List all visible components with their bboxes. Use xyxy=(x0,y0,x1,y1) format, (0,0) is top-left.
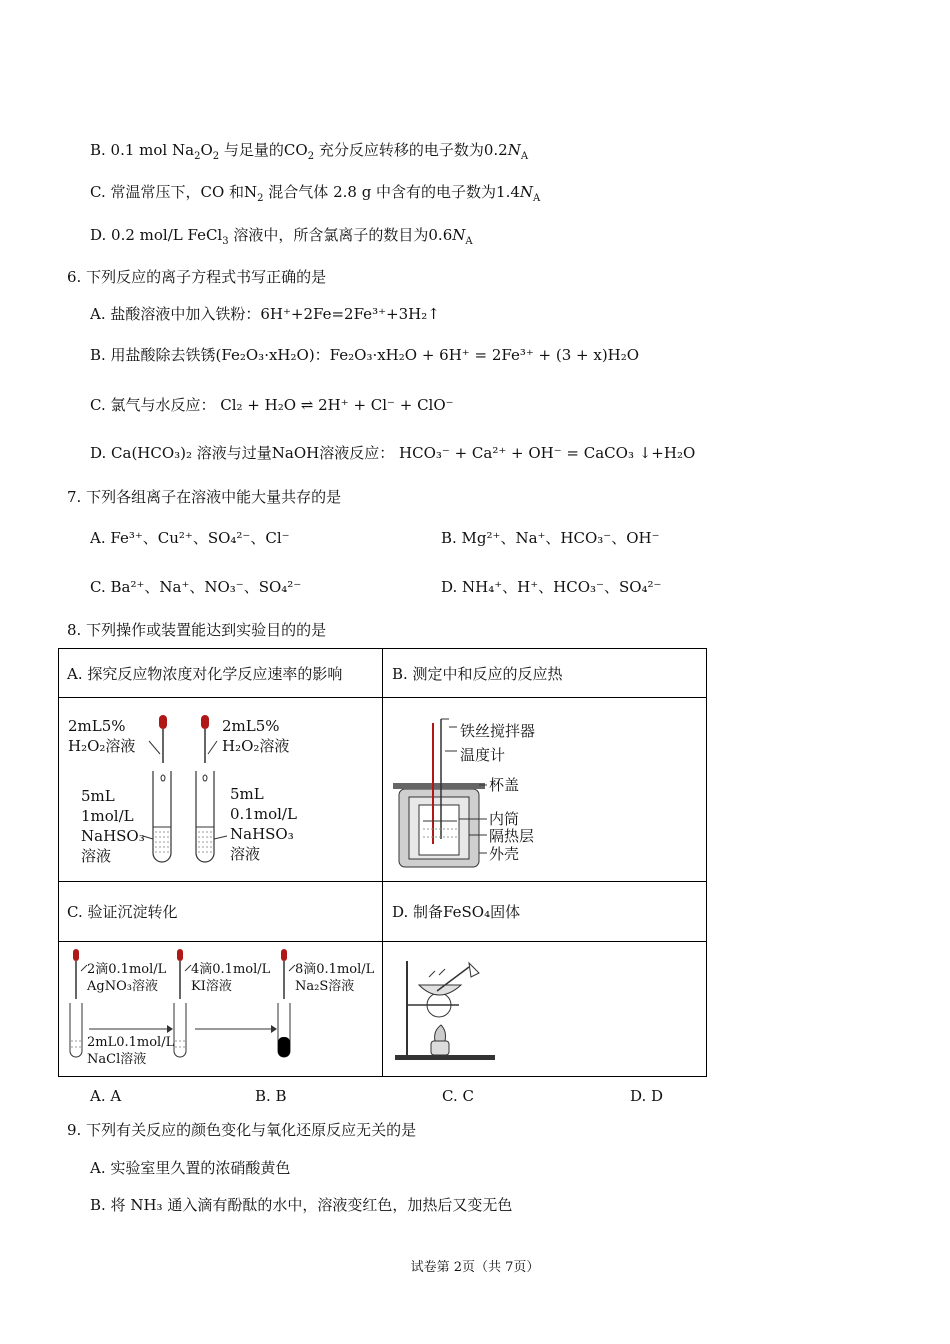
label-a-t2-2: NaHSO₃ xyxy=(230,825,294,843)
label-c-d3a: 8滴0.1mol/L xyxy=(295,962,375,977)
label-c-d3b: Na₂S溶液 xyxy=(295,979,355,994)
q7-option-b: B. Mg²⁺、Na⁺、HCO₃⁻、OH⁻ xyxy=(441,529,660,547)
label-a-l1a: 2mL5% xyxy=(68,717,126,735)
label-c-base1: 2mL0.1mol/L xyxy=(87,1035,175,1050)
q7-option-a: A. Fe³⁺、Cu²⁺、SO₄²⁻、Cl⁻ xyxy=(90,529,290,547)
q6-option-b: B. 用盐酸除去铁锈(Fe₂O₃·xH₂O)：Fe₂O₃·xH₂O + 6H⁺ = 2Fe³⁺ + (3 + x)H₂O xyxy=(90,346,640,364)
label-c-d1a: 2滴0.1mol/L xyxy=(87,962,167,977)
label-a-t2-0: 5mL xyxy=(230,785,264,803)
q7-option-d: D. NH₄⁺、H⁺、HCO₃⁻、SO₄²⁻ xyxy=(441,578,662,596)
q9-option-a: A. 实验室里久置的浓硝酸黄色 xyxy=(90,1159,291,1177)
label-c-d2a: 4滴0.1mol/L xyxy=(191,962,271,977)
q8-answer-b: B. B xyxy=(255,1087,287,1105)
q6-option-a: A. 盐酸溶液中加入铁粉：6H⁺+2Fe=2Fe³⁺+3H₂↑ xyxy=(90,305,440,323)
q6-option-c: C. 氯气与水反应： Cl₂ + H₂O ⇌ 2H⁺ + Cl⁻ + ClO⁻ xyxy=(90,396,454,414)
label-a-t1-0: 5mL xyxy=(81,787,115,805)
label-a-t1-2: NaHSO₃ xyxy=(81,827,145,845)
label-b-3: 内筒 xyxy=(489,810,520,828)
q8-answer-d: D. D xyxy=(630,1087,664,1105)
label-a-l2b: H₂O₂溶液 xyxy=(222,737,290,755)
q5-option-c: C. 常温常压下，CO 和$N_2$ 混合气体 2.8 g 中含有的电子数为$1.4N_A$ xyxy=(90,183,541,204)
label-b-4: 隔热层 xyxy=(489,827,535,845)
label-a-l2a: 2mL5% xyxy=(222,717,280,735)
cell-d-title: D. 制备FeSO₄固体 xyxy=(392,903,521,921)
label-b-2: 杯盖 xyxy=(489,776,520,794)
diagram-b-drawing xyxy=(383,699,705,879)
label-a-t1-3: 溶液 xyxy=(81,847,112,865)
label-c-base2: NaCl溶液 xyxy=(87,1052,147,1067)
label-a-t1-1: 1mol/L xyxy=(81,807,134,825)
cell-b-title: B. 测定中和反应的反应热 xyxy=(392,665,563,683)
label-c-d2b: KI溶液 xyxy=(191,979,232,994)
label-a-t2-3: 溶液 xyxy=(230,845,261,863)
q8-answer-c: C. C xyxy=(442,1087,474,1105)
diagram-d-drawing xyxy=(383,943,705,1076)
q6-option-d: D. Ca(HCO₃)₂ 溶液与过量NaOH溶液反应： HCO₃⁻ + Ca²⁺ + OH⁻ = CaCO₃ ↓+H₂O xyxy=(90,444,696,462)
q7-option-c: C. Ba²⁺、Na⁺、NO₃⁻、SO₄²⁻ xyxy=(90,578,302,596)
q9-option-b: B. 将 NH₃ 通入滴有酚酞的水中，溶液变红色，加热后又变无色 xyxy=(90,1196,513,1214)
q7-stem: 7. 下列各组离子在溶液中能大量共存的是 xyxy=(67,488,342,506)
q8-answer-a: A. A xyxy=(90,1087,122,1105)
label-b-5: 外壳 xyxy=(489,845,520,863)
q5-option-d: D. 0.2 mol/L FeCl$_3$ 溶液中，所含氯离子的数目为$0.6N_A$ xyxy=(90,226,473,247)
label-c-d1b: AgNO₃溶液 xyxy=(87,979,158,994)
cell-c-title: C. 验证沉淀转化 xyxy=(67,903,178,921)
label-b-1: 温度计 xyxy=(460,746,506,764)
q8-stem: 8. 下列操作或装置能达到实验目的的是 xyxy=(67,621,327,639)
q6-stem: 6. 下列反应的离子方程式书写正确的是 xyxy=(67,268,327,286)
q5-option-b: B. 0.1 mol $Na_2O_2$ 与足量的$CO_2$ 充分反应转移的电子数为$0.2N_A$ xyxy=(90,141,529,162)
q9-stem: 9. 下列有关反应的颜色变化与氧化还原反应无关的是 xyxy=(67,1121,417,1139)
label-a-l1b: H₂O₂溶液 xyxy=(68,737,136,755)
cell-a-title: A. 探究反应物浓度对化学反应速率的影响 xyxy=(67,665,343,683)
label-a-t2-1: 0.1mol/L xyxy=(230,805,297,823)
q8-table xyxy=(58,648,707,1077)
page-footer: 试卷第 2页（共 7页） xyxy=(410,1260,540,1275)
label-b-0: 铁丝搅拌器 xyxy=(460,722,536,740)
